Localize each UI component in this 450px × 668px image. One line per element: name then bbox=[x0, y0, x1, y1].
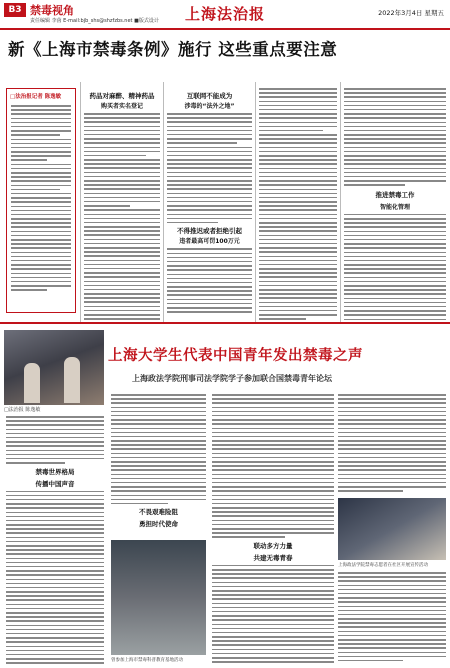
subhead-s2-c: 联动多方力量 bbox=[253, 541, 293, 550]
section-divider bbox=[0, 322, 450, 324]
story-photo-middle bbox=[111, 540, 206, 655]
subhead-s2-a: 禁毒世界格局 bbox=[35, 467, 75, 476]
subhead-s2-b: 不畏艰难险阻 bbox=[139, 508, 178, 517]
subhead-3: 不得推迟或者拒绝引起 bbox=[177, 227, 242, 236]
story2-subtitle: 上海政法学院刑事司法学院学子参加联合国禁毒青年论坛 bbox=[132, 374, 332, 383]
photo-right-caption: 上海政法学院禁毒志愿者在社区开展宣传活动 bbox=[338, 563, 428, 568]
lead-headline: 新《上海市禁毒条例》施行 这些重点要注意 bbox=[8, 40, 338, 59]
story2-headline: 上海大学生代表中国青年发出禁毒之声 bbox=[108, 347, 363, 364]
lead-column-2 bbox=[84, 88, 160, 320]
subhead-s2-c2: 共建无毒青春 bbox=[253, 553, 293, 562]
photo-middle-caption: 曾参加上海市禁毒科普教育基地活动 bbox=[111, 658, 183, 663]
subhead-3b: 违者最高可罚100万元 bbox=[179, 238, 240, 246]
lead-column-5 bbox=[344, 88, 446, 320]
story-photo-main bbox=[4, 330, 104, 405]
page-number: B3 bbox=[4, 3, 26, 17]
editor-box bbox=[6, 88, 76, 313]
masthead-logo: 上海法治报 bbox=[185, 5, 266, 23]
subhead-right-2: 智能化管理 bbox=[379, 203, 410, 211]
editor-meta: 责任编辑 李茵 E-mail:bjb_shs@shzfzbs.net ■版式设计 bbox=[30, 18, 159, 24]
section-title: 禁毒视角 bbox=[30, 4, 74, 17]
subhead-s2-b2: 勇担时代使命 bbox=[139, 520, 178, 529]
page-header bbox=[0, 0, 450, 30]
lead-column-4 bbox=[259, 88, 337, 320]
story2-column-4b bbox=[338, 572, 446, 666]
subhead-1: 药品对麻醉、精神药品 bbox=[89, 92, 155, 100]
lead-column-3 bbox=[167, 88, 252, 320]
subhead-right-1: 推进禁毒工作 bbox=[375, 190, 415, 199]
story2-column-3 bbox=[212, 394, 334, 664]
story2-column-1 bbox=[6, 416, 104, 666]
story2-column-4 bbox=[338, 394, 446, 496]
issue-date: 2022年3月4日 星期五 bbox=[378, 9, 444, 17]
subhead-2b: 涉毒的“法外之地” bbox=[184, 103, 235, 110]
subhead-1b: 购买者实名登记 bbox=[100, 103, 143, 110]
story-photo-right bbox=[338, 498, 446, 560]
editor-tag: □法治报记者 陈逸敏 bbox=[10, 94, 62, 100]
subhead-s2-a2: 传播中国声音 bbox=[35, 479, 75, 488]
subhead-2: 互联网不能成为 bbox=[186, 92, 233, 100]
story2-column-2 bbox=[111, 394, 206, 538]
photo-credit: □法治报 陈逸敏 bbox=[4, 407, 41, 413]
